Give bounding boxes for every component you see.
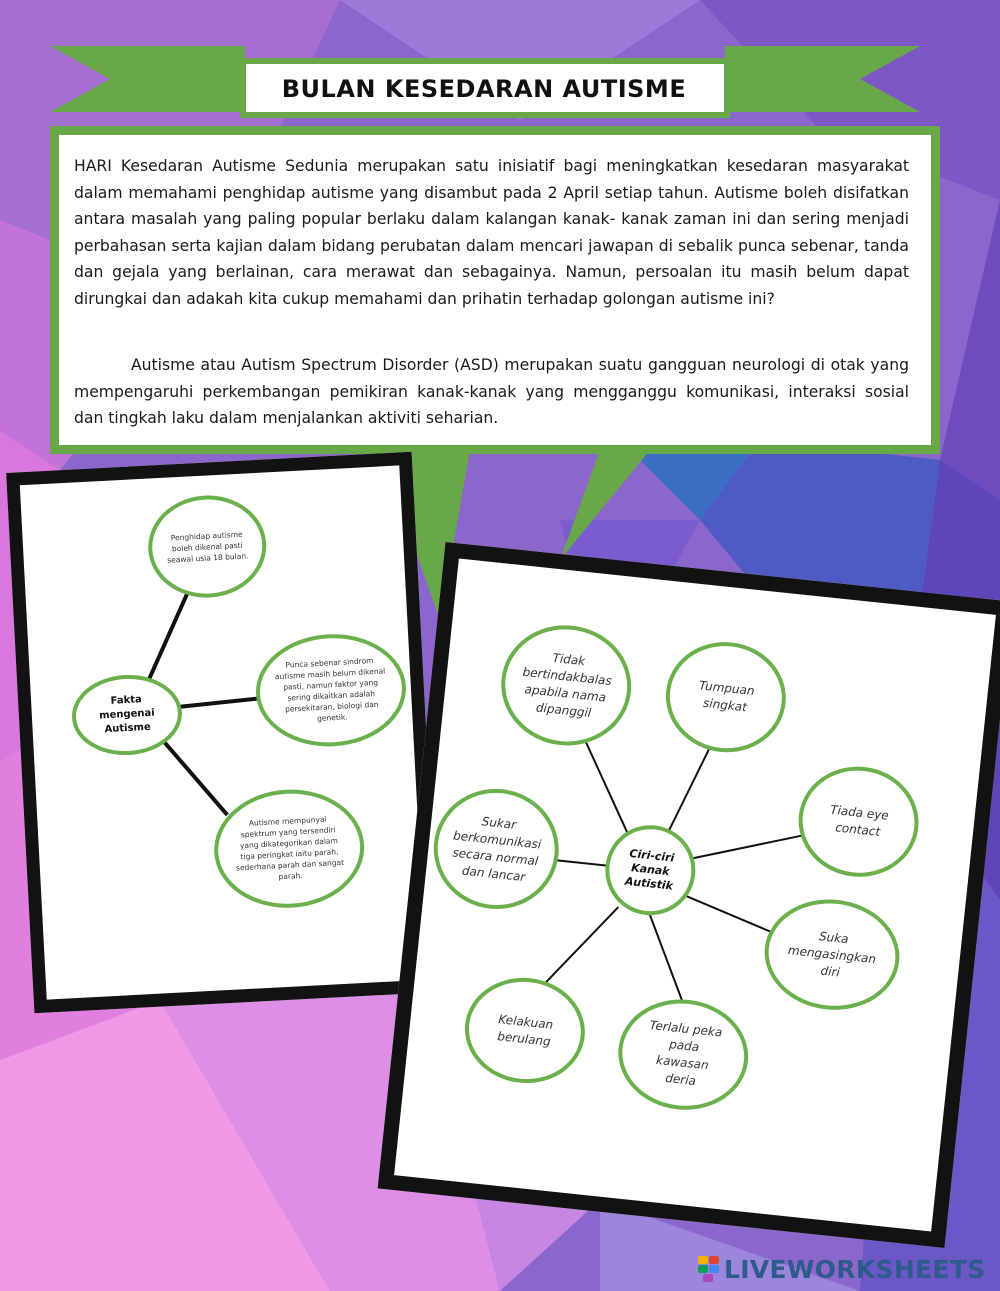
fakta-center-node: Fakta mengenai Autisme <box>70 672 184 758</box>
ciri-node-5: Terlalu peka pada kawasan deria <box>613 993 754 1116</box>
paragraph-1: HARI Kesedaran Autisme Sedunia merupakan satu inisiatif bagi meningkatkan kesedaran masyarakat dalam memahami penghidap autisme yang disambut pada 2 April setiap tahun. Autisme boleh disifatkan antara masalah yang paling popular berlaku dalam kalangan kanak- kanak zaman ini dan sering menjadi perbahasan serta kajian dalam bidang perubatan dalam mencari jawapan di sebalik punca sebenar, tanda dan gejala yang berlainan, cara merawat dan sebagainya. Namun, persoalan itu masih belum dapat dirungkai dan adakah kita cukup memahami dan prihatin terhadap golongan autisme ini? <box>74 157 909 308</box>
fakta-mind-map-image <box>6 452 440 1014</box>
page-title: BULAN KESEDARAN AUTISME <box>281 75 687 103</box>
ciri-center-node: Ciri-ciri Kanak Autistik <box>601 821 700 920</box>
liveworksheets-logo-icon <box>698 1256 720 1282</box>
article-text-box <box>50 126 940 454</box>
ciri-node-1: Tidak bertindakbalas apabila nama dipanggil <box>495 619 637 752</box>
paragraph-2: Autisme atau Autism Spectrum Disorder (ASD) merupakan suatu gangguan neurologi di otak yang mempengaruhi perkembangan pemikiran kanak-kanak yang mengganggu komunikasi, interaksi sosial dan tingkah laku dalam menjalankan aktiviti seharian. <box>74 356 909 427</box>
fakta-node-2: Punca sebenar sindrom autisme masih belum dikenal pasti, namun faktor yang sering dikaitkan adalah persekitaran, biologi dan genetik. <box>253 630 409 750</box>
ciri-node-7: Sukar berkomunikasi secara normal dan lancar <box>428 783 565 915</box>
fakta-node-3: Autisme mempunyai spektrum yang tersendiri yang dikategorikan dalam tiga peringkat iaitu parah, sederhana parah dan sangat parah. <box>211 786 367 912</box>
ciri-node-3: Tiada eye contact <box>793 761 924 883</box>
liveworksheets-watermark <box>698 1254 985 1284</box>
ciri-node-6: Kelakuan berulang <box>460 972 590 1089</box>
fakta-node-1: Penghidap autisme boleh dikenal pasti seawal usia 18 bulan. <box>146 493 269 601</box>
ciri-node-2: Tumpuan singkat <box>660 636 791 758</box>
ciri-node-4: Suka mengasingkan diri <box>759 893 905 1017</box>
brand-name: LIVEWORKSHEETS <box>724 1254 986 1284</box>
ciri-mind-map-image <box>378 542 1000 1248</box>
